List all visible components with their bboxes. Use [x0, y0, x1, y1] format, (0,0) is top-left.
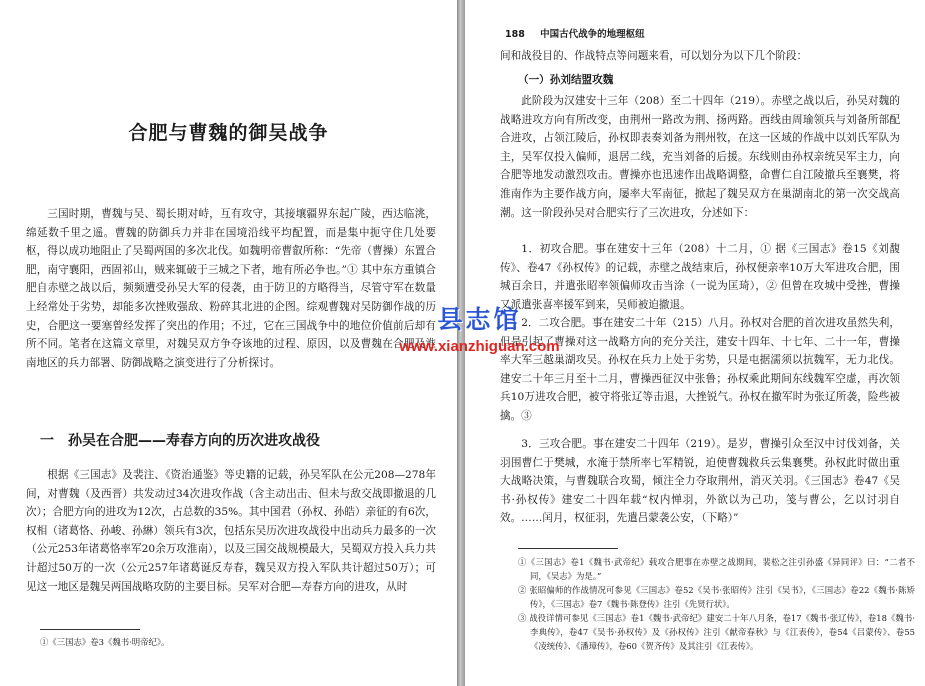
running-title: 中国古代战争的地理枢纽 [540, 29, 645, 40]
page-number: 188 [505, 29, 525, 40]
watermark-url: www.xianzhiguan.com [399, 338, 560, 355]
section-paragraph: 根据《三国志》及裴注、《资治通鉴》等史籍的记载，孙吴军队在公元208—278年间，对曹魏（及西晋）共发动过34次进攻作战（含主动出击、但未与敌交战即撤退的几次）；合肥方向的进攻为12次，占总数的35%。其中国君（孙权、孙皓）亲征的有6次，权相（诸葛恪、孙峻、孙綝）领兵有3次，包括东吴历次进攻战役中出动兵力最多的一次（公元253年诸葛恪率军20余万攻淮南），以及三国交战规模最大，吴蜀双方投入兵力共计超过50万的一次（公元257年诸葛诞反寿春，魏吴双方投入军队共计超过50万）；可见这一地区是魏吴两国战略攻防的主要目标。吴军对合肥—寿春方向的进攻，从时 [26, 469, 436, 593]
stage-paragraph: 此阶段为汉建安十三年（208）至二十四年（219）。赤壁之战以后，孙吴对魏的战略进攻方向有所改变，由荆州一路改为荆、扬两路。西线由周瑜领兵与刘备所部配合进攻，占领江陵后，孙权即表奏刘备为荆州牧，在这一区域的作战中以刘氏军队为主，吴军仅投入偏师，退居二线，充当刘备的后援。东线则由孙权亲统吴军主力，向合肥等地发动激烈攻击。曹操亦也迅速作出战略调整，命曹仁自江陵撤兵至襄樊，将淮南作为主要作战方向，屡率大军南征，掀起了魏吴双方在巢湖南北的第一次交战高潮。这一阶段孙吴对合肥实行了三次进攻，分述如下： [500, 95, 900, 219]
article-title: 合肥与曹魏的御吴战争 [128, 122, 329, 144]
footnote-rule-left [40, 629, 140, 630]
sub-heading: （一）孙刘结盟攻魏 [518, 74, 614, 86]
item-3-paragraph: 3．三攻合肥。事在建安二十四年（219）。是岁，曹操引众至汉中讨伐刘备，关羽围曹仁于樊城，水淹于禁所率七军精锐，迫使曹魏救兵云集襄樊。孙权此时做出重大战略决策，与曹魏联合攻蜀，倾注全力夺取荆州，消灭关羽。《三国志》卷47《吴书·孙权传》建安二十四年载“权内惮羽，外欲以为己功，笺与曹公，乞以讨羽自效。……闰月，权征羽，先遣吕蒙袭公安，（下略）” [500, 438, 900, 525]
intro-paragraph: 三国时期，曹魏与吴、蜀长期对峙，互有攻守，其接壤疆界东起广陵，西达临洮，绵延数千里之遥。曹魏的防御兵力并非在国境沿线平均配置，而是集中扼守住几处要枢，得以成功地阻止了吴蜀两国的多次北伐。如魏明帝曹叡所称：“先帝（曹操）东置合肥，南守襄阳，西固祁山，贼来辄破于三城之下者，地有所必争也。”① 其中东方重镇合肥自赤壁之战以后，频频遭受孙吴大军的侵袭，由于防卫的方略得当，尽管守军在数量上经常处于劣势，却能多次挫败强敌、粉碎其北进的企图。综观曹魏对吴防御作战的历史，合肥这一要塞曾经发挥了突出的作用；不过，它在三国战争中的地位价值前后却有所不同。笔者在这篇文章里，对魏吴双方争夺该地的过程、原因，以及曹魏在合肥及淮南地区的兵力部署、防御战略之演变进行了分析探讨。 [26, 208, 436, 369]
item-2-paragraph: 2．二攻合肥。事在建安二十年（215）八月。孙权对合肥的首次进攻虽然失利，但是引起了曹操对这一战略方向的充分关注，建安十四年、十七年、二十一年，曹操率大军三越巢湖攻吴。孙权在兵力上处于劣势，只是屯据濡须以抗魏军，无力北伐。建安二十年三月至十二月，曹操西征汉中张鲁；孙权乘此期间东线魏军空虚，再次领兵10万进攻合肥，被守将张辽等击退，大挫锐气。孙权在撤军时为张辽所袭，险些被擒。③ [500, 317, 900, 422]
left-page [0, 0, 457, 686]
footnote-2: ② 张昭偏师的作战情况可参见《三国志》卷52《吴书·张昭传》注引《吴书》，《三国志》卷22《魏书·陈矫传》，《三国志》卷7《魏书·陈登传》注引《先贤行状》。 [518, 585, 915, 609]
section-heading: 一 孙吴在合肥——寿春方向的历次进攻战役 [40, 433, 320, 449]
footnote-rule-right [518, 548, 618, 549]
watermark-brand: 县志馆 [437, 305, 522, 334]
running-header [505, 26, 885, 40]
footnote-left: ①《三国志》卷3《魏书·明帝纪》。 [40, 637, 170, 647]
opening-line: 间和战役目的、作战特点等问题来看，可以划分为以下几个阶段： [500, 50, 808, 62]
item-1-paragraph: 1．初攻合肥。事在建安十三年（208）十二月，① 据《三国志》卷15《刘馥传》、卷47《孙权传》的记载，赤壁之战结束后，孙权便亲率10万大军进攻合肥，围城百余日，并遣张昭率领偏师攻击当涂（一说为匡琦），② 但曾在攻城中受挫，曹操又派遣张喜率援军到来，吴师被迫撤退。 [500, 243, 900, 311]
page-gutter [457, 0, 465, 686]
footnote-1: ①《三国志》卷1《魏书·武帝纪》载攻合肥事在赤壁之战期间，裴松之注引孙盛《异同评》曰：“二者不同，《吴志》为是。” [518, 557, 915, 581]
footnote-3: ③ 战役详情可参见《三国志》卷1《魏书·武帝纪》建安二十年八月条，卷17《魏书·张辽传》，卷18《魏书·李典传》，卷47《吴书·孙权传》及《孙权传》注引《献帝春秋》与《江表传》，卷54《吕蒙传》、卷55《凌统传》、《潘璋传》，卷60《贺齐传》及其注引《江表传》。 [518, 613, 915, 651]
